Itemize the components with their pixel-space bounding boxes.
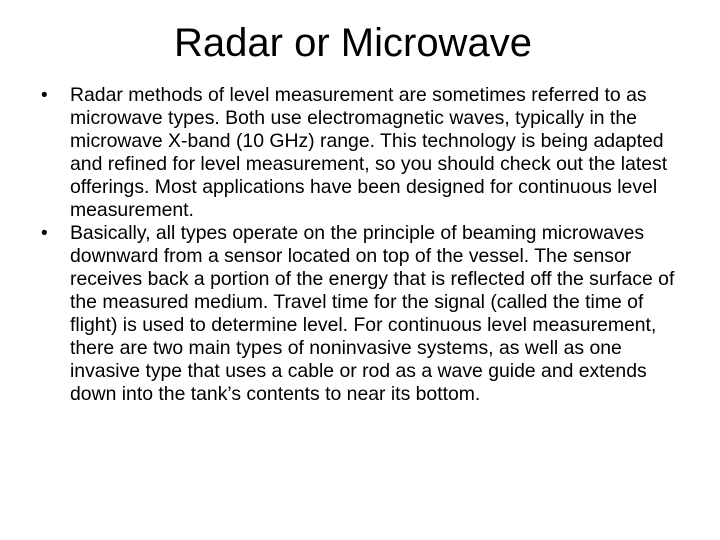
bullet-text: Radar methods of level measurement are sometimes referred to as microwave types. Both use electromagnetic waves, typically in the microwave X-band (10 GHz) range. This technology is being adapted and refined for level measurement, so you should check out the latest offerings. Most applications have been designed for continuous level measurement. <box>70 84 668 221</box>
bullet-dot-icon: • <box>41 223 48 244</box>
bullet-dot-icon: • <box>41 85 48 106</box>
bullet-item <box>30 222 690 406</box>
bullet-text: Basically, all types operate on the principle of beaming microwaves downward from a sensor located on top of the vessel. The sensor receives back a portion of the energy that is reflected off the surface of the measured medium. Travel time for the signal (called the time of flight) is used to determine level. For continuous level measurement, there are two main types of noninvasive systems, as well as one invasive type that uses a cable or rod as a wave guide and extends down into the tank’s contents to near its bottom. <box>70 222 675 405</box>
slide-title: Radar or Microwave <box>174 21 532 65</box>
bullet-list <box>30 84 690 406</box>
bullet-item <box>30 84 690 222</box>
